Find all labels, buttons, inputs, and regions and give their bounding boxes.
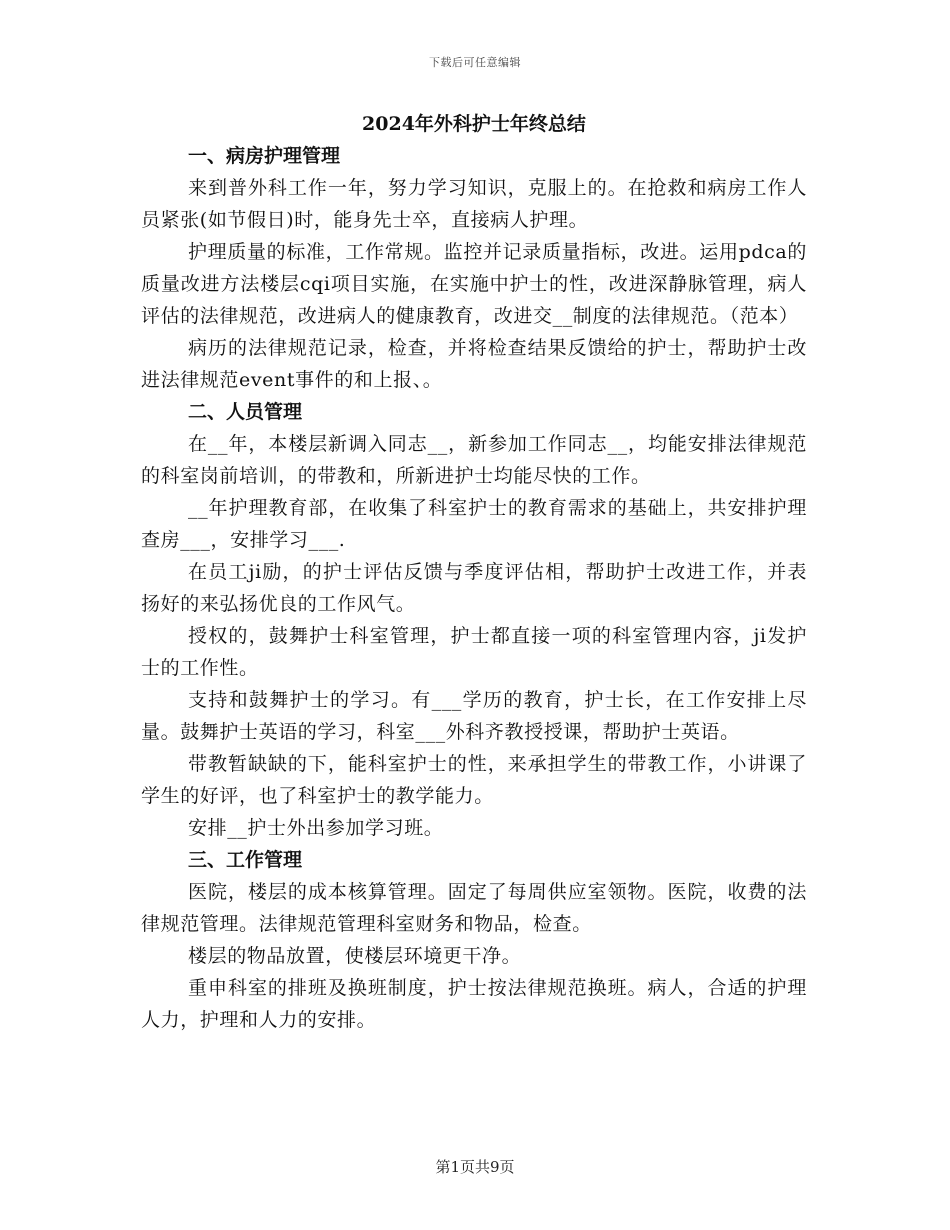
paragraph: 病历的法律规范记录，检查，并将检查结果反馈给的护士，帮助护士改进法律规范event事件的和上报、。 (141, 337, 807, 391)
paragraph: 在__年，本楼层新调入同志__，新参加工作同志__，均能安排法律规范的科室岗前培训，的带教和，所新进护士均能尽快的工作。 (141, 433, 807, 487)
paragraph: 来到普外科工作一年，努力学习知识，克服上的。在抢救和病房工作人员紧张(如节假日)时，能身先士卒，直接病人护理。 (141, 177, 807, 231)
document-body (141, 108, 807, 1036)
paragraph: 医院，楼层的成本核算管理。固定了每周供应室领物。医院，收费的法律规范管理。法律规范管理科室财务和物品，检查。 (141, 881, 807, 935)
paragraph: 支持和鼓舞护士的学习。有___学历的教育，护士长，在工作安排上尽量。鼓舞护士英语的学习，科室___外科齐教授授课，帮助护士英语。 (141, 689, 807, 743)
paragraph: 授权的，鼓舞护士科室管理，护士都直接一项的科室管理内容，ji发护士的工作性。 (141, 625, 807, 679)
section-heading-3: 三、工作管理 (188, 849, 303, 871)
header-note: 下载后可任意编辑 (429, 56, 521, 69)
paragraph: 护理质量的标准，工作常规。监控并记录质量指标，改进。运用pdca的质量改进方法楼层cqi项目实施，在实施中护士的性，改进深静脉管理，病人评估的法律规范，改进病人的健康教育，改进交__制度的法律规范。（范本） (141, 241, 807, 327)
page-number: 第1页共9页 (435, 1158, 515, 1176)
paragraph: 安排__护士外出参加学习班。 (188, 817, 444, 839)
section-heading-1: 一、病房护理管理 (188, 145, 341, 167)
document-title: 2024年外科护士年终总结 (362, 113, 586, 135)
paragraph: 楼层的物品放置，使楼层环境更干净。 (188, 945, 522, 967)
paragraph: 在员工ji励，的护士评估反馈与季度评估相，帮助护士改进工作，并表扬好的来弘扬优良的工作风气。 (141, 561, 807, 615)
paragraph: __年护理教育部，在收集了科室护士的教育需求的基础上，共安排护理查房___，安排学习___. (141, 497, 807, 551)
section-heading-2: 二、人员管理 (188, 401, 303, 423)
paragraph: 重申科室的排班及换班制度，护士按法律规范换班。病人，合适的护理人力，护理和人力的安排。 (141, 977, 807, 1031)
paragraph: 带教暂缺缺的下，能科室护士的性，来承担学生的带教工作，小讲课了学生的好评，也了科室护士的教学能力。 (141, 753, 807, 807)
